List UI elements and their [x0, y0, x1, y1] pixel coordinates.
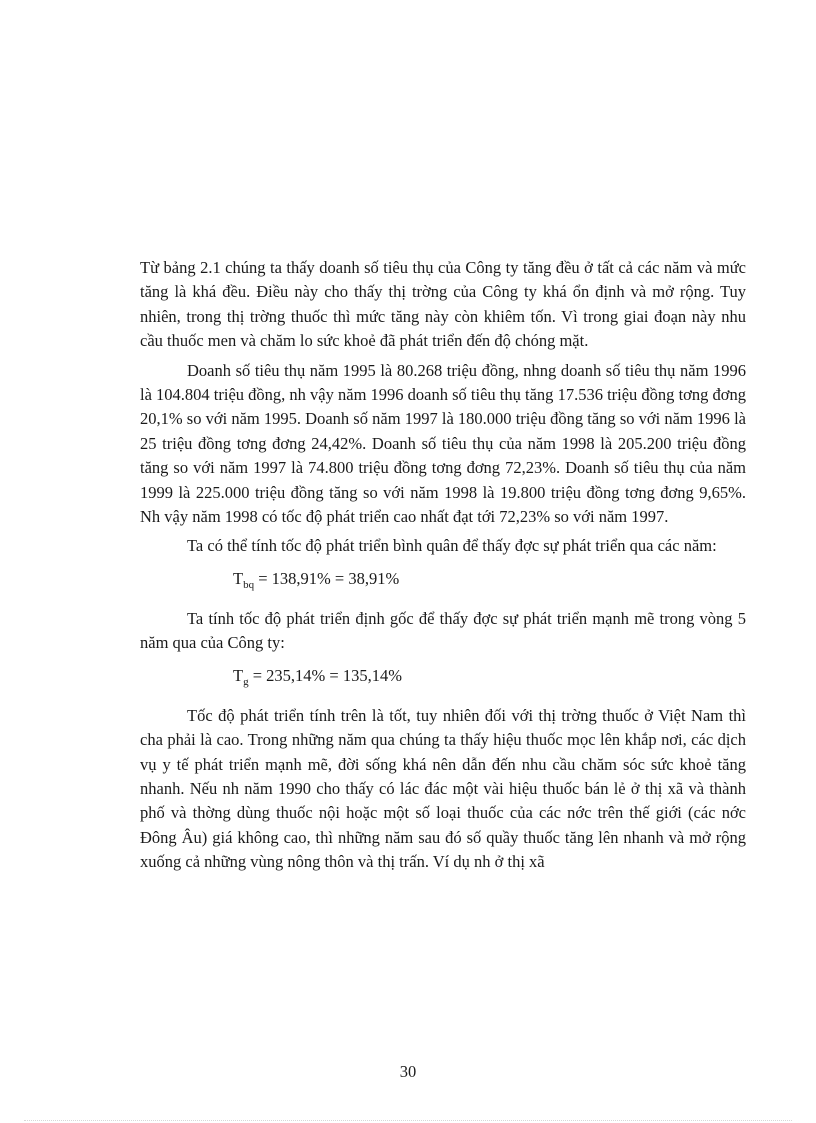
- paragraph-3: Ta có thể tính tốc độ phát triển bình quân để thấy đợc sự phát triển qua các năm:: [187, 536, 717, 556]
- page-number: 30: [399, 1062, 417, 1081]
- paragraph-4: Ta tính tốc độ phát triển định gốc để thấy đợc sự phát triển mạnh mẽ trong vòng 5 năm qua của Công ty:: [140, 608, 746, 653]
- formula-1-subscript: bq: [243, 578, 255, 591]
- page-body: [140, 256, 746, 880]
- bottom-divider: [24, 1120, 792, 1121]
- formula-1-expression: = 138,91% = 38,91%: [254, 568, 400, 588]
- formula-base-growth: [233, 664, 746, 694]
- formula-1-symbol: T: [233, 568, 244, 588]
- formula-2-subscript: g: [243, 675, 249, 688]
- paragraph-1: Từ bảng 2.1 chúng ta thấy doanh số tiêu thụ của Công ty tăng đều ở tất cả các năm và mức tăng là khá đều. Điều này cho thấy thị trờng của Công ty khá ổn định và mở rộng. Tuy nhiên, trong thị trờng thuốc thì mức tăng này còn khiêm tốn. Vì trong giai đoạn này nhu cầu thuốc men và chăm lo sức khoẻ đã phát triển đến độ chóng mặt.: [140, 258, 746, 351]
- formula-2-expression: = 235,14% = 135,14%: [248, 665, 402, 685]
- formula-average-growth: [233, 567, 746, 597]
- paragraph-5: Tốc độ phát triển tính trên là tốt, tuy nhiên đối với thị trờng thuốc ở Việt Nam thì cha phải là cao. Trong những năm qua chúng ta thấy hiệu thuốc mọc lên khắp nơi, các dịch vụ y tế phát triển mạnh mẽ, đời sống khá nên dẫn đến nhu cầu chăm sóc sức khoẻ tăng nhanh. Nếu nh năm 1990 cho thấy có lác đác một vài hiệu thuốc bán lẻ ở thị xã và thành phố và thờng dùng thuốc nội hoặc một số loại thuốc của các nớc trên thế giới (các nớc Đông Âu) giá không cao, thì những năm sau đó số quầy thuốc tăng lên nhanh và mở rộng xuống cả những vùng nông thôn và thị trấn. Ví dụ nh ở thị xã: [140, 705, 746, 872]
- paragraph-2: Doanh số tiêu thụ năm 1995 là 80.268 triệu đồng, nhng doanh số tiêu thụ năm 1996 là 104.804 triệu đồng, nh vậy năm 1996 doanh số tiêu thụ tăng 17.536 triệu đồng tơng đơng 20,1% so với năm 1995. Doanh số năm 1997 là 180.000 triệu đồng tăng so với năm 1996 là 25 triệu đồng tơng đơng 24,42%. Doanh số tiêu thụ của năm 1998 là 205.200 triệu đồng tăng so với năm 1997 là 74.800 triệu đồng tơng đơng 72,23%. Doanh số tiêu thụ của năm 1999 là 225.000 triệu đồng tăng so với năm 1998 là 19.800 triệu đồng tơng đơng 9,65%. Nh vậy năm 1998 có tốc độ phát triển cao nhất đạt tới 72,23% so với năm 1997.: [140, 360, 746, 527]
- formula-2-symbol: T: [233, 665, 244, 685]
